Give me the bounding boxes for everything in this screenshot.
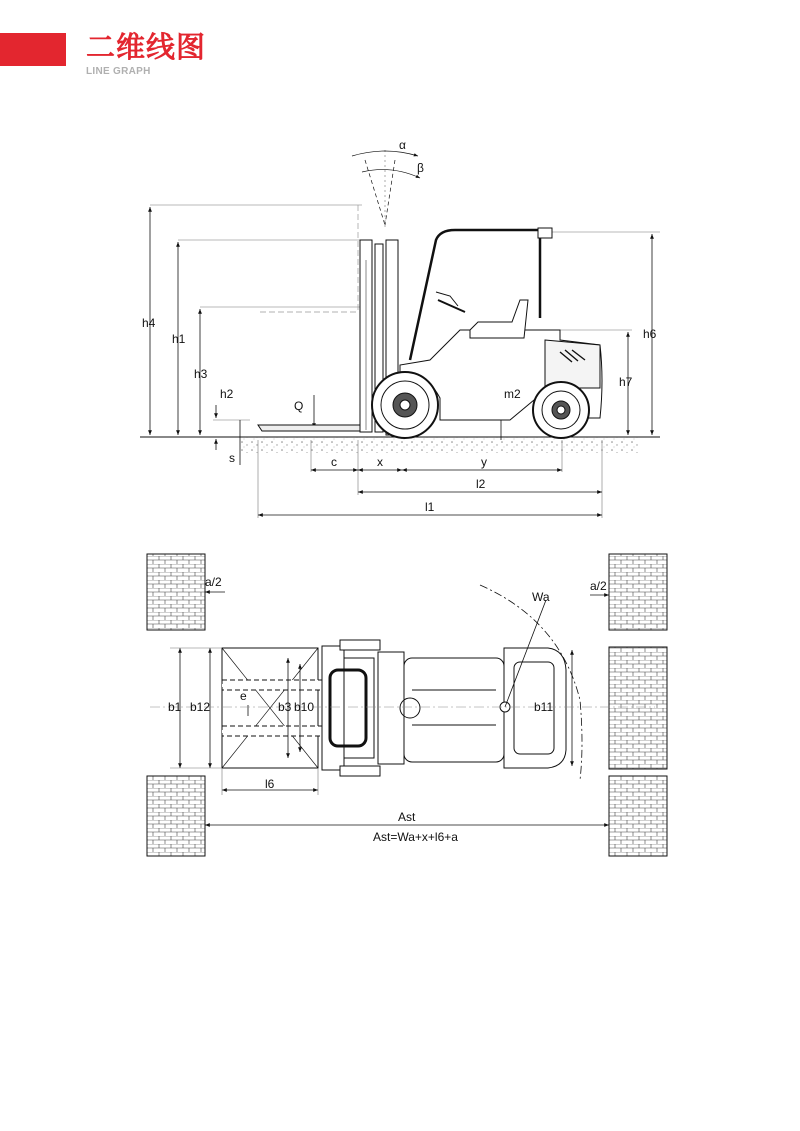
label-b3: b3 [278, 700, 292, 714]
label-h7: h7 [619, 375, 633, 389]
label-b10: b10 [294, 700, 315, 714]
label-l6: l6 [265, 777, 275, 791]
label-h3: h3 [194, 367, 208, 381]
label-alpha: α [399, 138, 406, 152]
side-view-drawing [0, 0, 800, 540]
label-h6: h6 [643, 327, 657, 341]
page-title: 二维线图 [86, 30, 207, 64]
label-h4: h4 [142, 316, 156, 330]
label-beta: β [417, 161, 424, 175]
raised-load-phantom [260, 205, 358, 312]
ground-hatch [240, 437, 640, 453]
label-b11: b11 [534, 700, 554, 714]
label-ast: Ast [398, 810, 416, 824]
label-m2: m2 [504, 387, 521, 401]
label-c: c [331, 455, 337, 469]
label-y: y [481, 455, 487, 469]
label-x: x [377, 455, 383, 469]
top-view-drawing [0, 540, 800, 880]
forklift-top-view [322, 640, 566, 776]
label-wa: Wa [532, 590, 550, 604]
label-h2: h2 [220, 387, 234, 401]
tilt-angle-indicator [352, 150, 420, 230]
label-a2-left: a/2 [205, 575, 222, 589]
label-ast-formula: Ast=Wa+x+l6+a [373, 830, 458, 844]
page-subtitle: LINE GRAPH [86, 66, 151, 77]
label-l1: l1 [425, 500, 435, 514]
label-l2: l2 [476, 477, 486, 491]
label-e: e [240, 689, 247, 703]
label-b1: b1 [168, 700, 182, 714]
label-a2-right: a/2 [590, 579, 607, 593]
label-q: Q [294, 399, 304, 413]
label-h1: h1 [172, 332, 186, 346]
forklift-side-view [258, 228, 602, 438]
label-b12: b12 [190, 700, 211, 714]
label-s: s [229, 451, 235, 465]
